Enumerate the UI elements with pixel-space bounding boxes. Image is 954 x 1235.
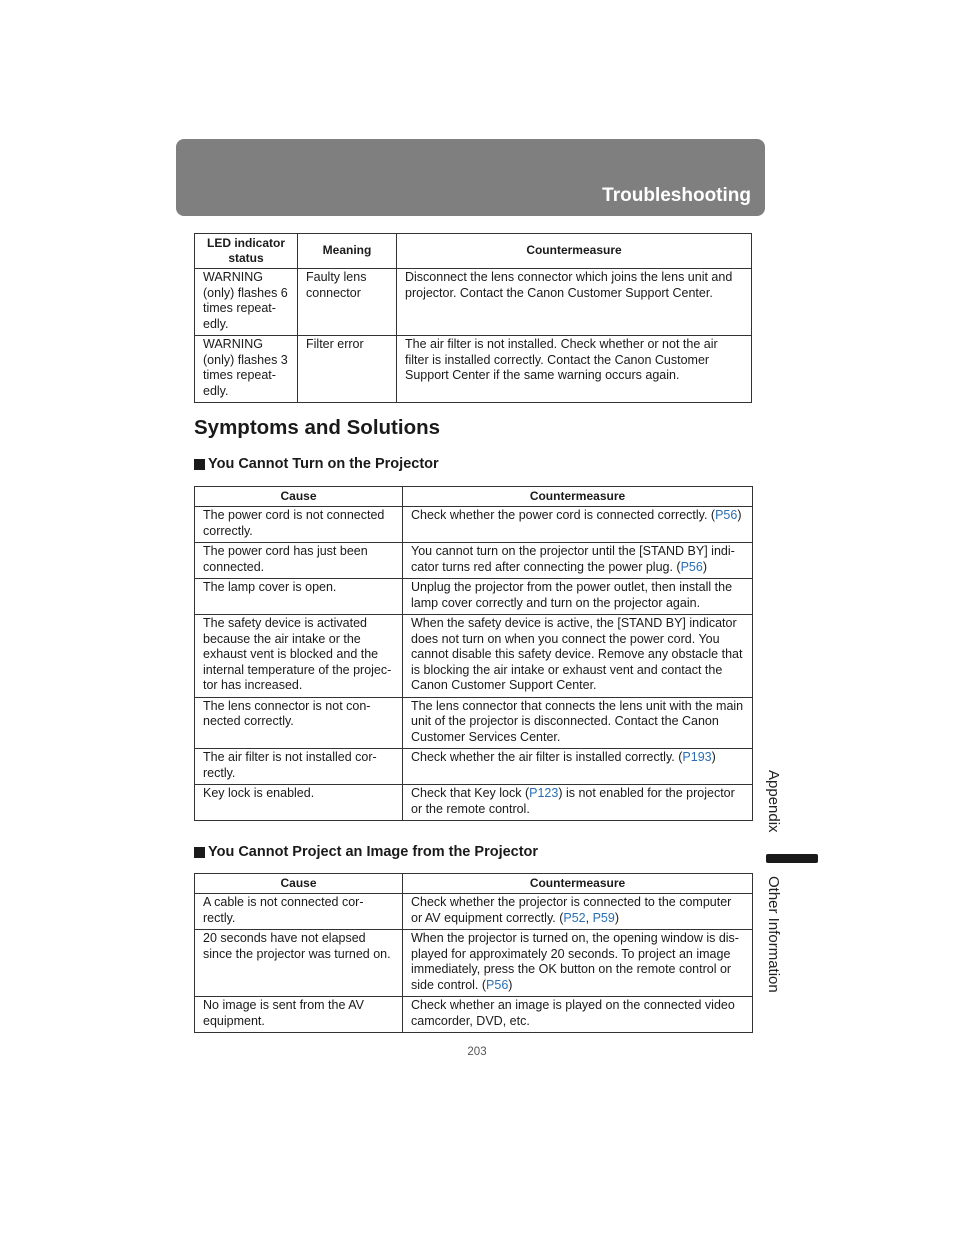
countermeasure-cell: The lens connector that connects the lens unit with the main unit of the projector is disconnected. Contact the Canon Customer Services Center. bbox=[403, 697, 753, 749]
cause-cell: The lamp cover is open. bbox=[195, 579, 403, 615]
countermeasure-text: Check whether the power cord is connected correctly. ( bbox=[411, 508, 716, 522]
table-row bbox=[195, 543, 753, 579]
countermeasure-text: , bbox=[585, 910, 593, 925]
countermeasure-text: button on the remote control or side control. ( bbox=[411, 962, 732, 992]
page-number: 203 bbox=[467, 1046, 487, 1058]
countermeasure-text: Check whether the air filter is installed correctly. ( bbox=[411, 750, 683, 764]
table-row bbox=[195, 785, 753, 821]
column-header-cause: Cause bbox=[195, 487, 403, 507]
table-row bbox=[195, 749, 753, 785]
cause-cell: Key lock is enabled. bbox=[195, 785, 403, 821]
column-header-meaning: Meaning bbox=[298, 234, 397, 269]
countermeasure-text: ) is not enabled for the projector or the remote control. bbox=[411, 786, 735, 816]
square-bullet-icon bbox=[194, 459, 205, 470]
page-link[interactable]: P56 bbox=[486, 977, 509, 992]
countermeasure-cell: When the safety device is active, the [STAND BY] indicator does not turn on when you connect the power cord. You cannot disable this safety device. Remove any obstacle that is blocking the air intake or exhaust vent and contact the Canon Customer Support Center. bbox=[403, 615, 753, 698]
page-link[interactable]: P123 bbox=[529, 786, 559, 800]
page-link[interactable]: P52 bbox=[563, 910, 586, 925]
countermeasure-cell: Unplug the projector from the power outlet, then install the lamp cover correctly and turn on the projector again. bbox=[403, 579, 753, 615]
subsection-heading-text: You Cannot Turn on the Projector bbox=[208, 456, 439, 472]
side-tab-appendix[interactable]: Appendix bbox=[765, 770, 782, 833]
table-row bbox=[195, 507, 753, 543]
countermeasure-text: You cannot turn on the projector until the [STAND BY] indi-cator turns red after connecting the power plug. ( bbox=[411, 544, 735, 574]
led-indicator-table bbox=[194, 233, 752, 403]
column-header-countermeasure: Countermeasure bbox=[397, 234, 752, 269]
column-header-led-status: LED indicator status bbox=[195, 234, 298, 269]
table-row bbox=[195, 697, 753, 749]
countermeasure-cell bbox=[403, 785, 753, 821]
page-link[interactable]: P56 bbox=[680, 559, 703, 574]
countermeasure-text: ) bbox=[614, 910, 619, 925]
countermeasure-cell bbox=[403, 543, 753, 579]
section-title: Symptoms and Solutions bbox=[194, 416, 441, 439]
countermeasure-text: ) bbox=[711, 750, 716, 764]
image-troubleshooting-table bbox=[194, 873, 753, 1033]
cause-cell: The power cord has just been connected. bbox=[195, 543, 403, 579]
cause-cell: The lens connector is not con-nected correctly. bbox=[195, 697, 403, 749]
column-header-cause: Cause bbox=[195, 874, 403, 894]
table-row bbox=[195, 894, 753, 930]
subsection-heading-text: You Cannot Project an Image from the Projector bbox=[208, 844, 539, 860]
ok-button-label: OK bbox=[538, 962, 557, 976]
table-row bbox=[195, 997, 753, 1033]
meaning-cell: Faulty lens connector bbox=[298, 269, 397, 336]
cause-cell: The safety device is activated because the air intake or the exhaust vent is blocked and the internal temperature of the projec-tor has increased. bbox=[195, 615, 403, 698]
page-link[interactable]: P59 bbox=[592, 910, 615, 925]
cause-cell: The air filter is not installed cor-rectly. bbox=[195, 749, 403, 785]
table-row bbox=[195, 930, 753, 997]
cause-cell: No image is sent from the AV equipment. bbox=[195, 997, 403, 1033]
countermeasure-text: When the projector is turned on, the opening window is dis-played for approximately 20 seconds. To project an image immediately, press the bbox=[411, 931, 739, 976]
countermeasure-text: ) bbox=[737, 508, 742, 522]
table-row bbox=[195, 269, 752, 336]
countermeasure-cell: Disconnect the lens connector which joins the lens unit and projector. Contact the Canon Customer Support Center. bbox=[397, 269, 752, 336]
table-row bbox=[195, 579, 753, 615]
side-tab-other-information[interactable]: Other Information bbox=[765, 876, 782, 993]
led-status-cell: WARNING (only) flashes 6 times repeat-edly. bbox=[195, 269, 298, 336]
chapter-title: Troubleshooting bbox=[602, 185, 751, 206]
countermeasure-cell bbox=[403, 930, 753, 997]
led-status-cell: WARNING (only) flashes 3 times repeat-edly. bbox=[195, 336, 298, 403]
chapter-header-bar bbox=[176, 139, 765, 216]
cause-cell: 20 seconds have not elapsed since the projector was turned on. bbox=[195, 930, 403, 997]
column-header-countermeasure: Countermeasure bbox=[403, 874, 753, 894]
countermeasure-text: ) bbox=[508, 977, 513, 992]
side-tab-marker bbox=[766, 854, 818, 863]
countermeasure-text: Check whether the projector is connected to the computer or AV equipment correctly. ( bbox=[411, 895, 732, 925]
countermeasure-cell bbox=[403, 507, 753, 543]
column-header-countermeasure: Countermeasure bbox=[403, 487, 753, 507]
page-link[interactable]: P56 bbox=[715, 508, 738, 522]
page-link[interactable]: P193 bbox=[682, 750, 712, 764]
cause-cell: A cable is not connected cor-rectly. bbox=[195, 894, 403, 930]
countermeasure-text: Check that Key lock ( bbox=[411, 786, 530, 800]
subsection-heading-power bbox=[194, 456, 439, 472]
countermeasure-cell: The air filter is not installed. Check whether or not the air filter is installed correctly. Contact the Canon Customer Support Center if the same warning occurs again. bbox=[397, 336, 752, 403]
countermeasure-text: ) bbox=[702, 559, 708, 574]
countermeasure-cell bbox=[403, 749, 753, 785]
table-row bbox=[195, 336, 752, 403]
countermeasure-cell: Check whether an image is played on the connected video camcorder, DVD, etc. bbox=[403, 997, 753, 1033]
subsection-heading-image bbox=[194, 844, 538, 860]
table-row bbox=[195, 615, 753, 698]
countermeasure-cell bbox=[403, 894, 753, 930]
meaning-cell: Filter error bbox=[298, 336, 397, 403]
cause-cell: The power cord is not connected correctly. bbox=[195, 507, 403, 543]
power-troubleshooting-table bbox=[194, 486, 753, 821]
square-bullet-icon bbox=[194, 847, 205, 858]
